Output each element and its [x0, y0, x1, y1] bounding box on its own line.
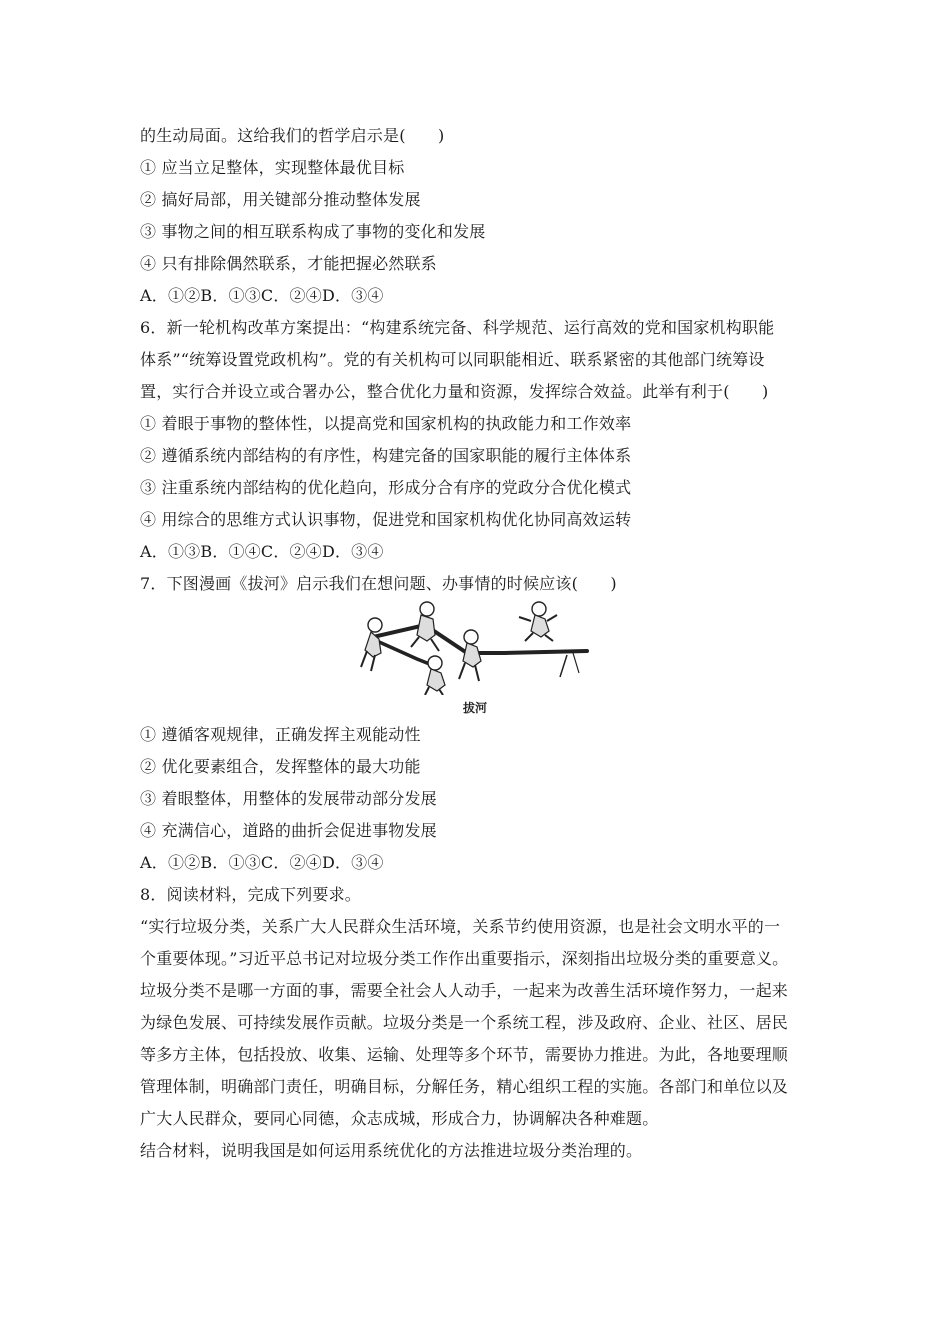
q8-material-line-6: 管理体制，明确部门责任，明确目标，分解任务，精心组织工程的实施。各部门和单位以及	[140, 1077, 789, 1096]
q5-choices: A．①②B．①③C．②④D．③④	[140, 286, 384, 305]
q6-stem-line-3: 置，实行合并设立或合署办公，整合优化力量和资源，发挥综合效益。此举有利于( )	[140, 382, 769, 401]
q5-option-2: ② 搞好局部，用关键部分推动整体发展	[140, 190, 421, 209]
tug-of-war-cartoon-icon	[355, 595, 595, 695]
q7-option-1: ① 遵循客观规律，正确发挥主观能动性	[140, 725, 421, 744]
q6-option-2: ② 遵循系统内部结构的有序性，构建完备的国家职能的履行主体体系	[140, 446, 632, 465]
q7-choices: A．①②B．①③C．②④D．③④	[140, 853, 384, 872]
q5-option-1: ① 应当立足整体，实现整体最优目标	[140, 158, 405, 177]
q6-option-3: ③ 注重系统内部结构的优化趋向，形成分合有序的党政分合优化模式	[140, 478, 632, 497]
q8-question: 结合材料，说明我国是如何运用系统优化的方法推进垃圾分类治理的。	[140, 1141, 643, 1160]
q8-material-line-2: 个重要体现。”习近平总书记对垃圾分类工作作出重要指示，深刻指出垃圾分类的重要意义。	[140, 949, 789, 968]
q8-material-line-7: 广大人民群众，要同心同德，众志成城，形成合力，协调解决各种难题。	[140, 1109, 659, 1128]
q7-stem: 7．下图漫画《拔河》启示我们在想问题、办事情的时候应该( )	[140, 574, 617, 593]
q5-option-4: ④ 只有排除偶然联系，才能把握必然联系	[140, 254, 437, 273]
q8-material-line-3: 垃圾分类不是哪一方面的事，需要全社会人人动手，一起来为改善生活环境作努力，一起来	[140, 981, 789, 1000]
q6-stem-line-2: 体系”“统筹设置党政机构”。党的有关机构可以同职能相近、联系紧密的其他部门统筹设	[140, 350, 765, 369]
q7-option-2: ② 优化要素组合，发挥整体的最大功能	[140, 757, 421, 776]
q7-option-3: ③ 着眼整体，用整体的发展带动部分发展	[140, 789, 437, 808]
q6-option-1: ① 着眼于事物的整体性，以提高党和国家机构的执政能力和工作效率	[140, 414, 632, 433]
q8-stem: 8．阅读材料，完成下列要求。	[140, 885, 361, 904]
q8-material-line-5: 等多方主体，包括投放、收集、运输、处理等多个环节，需要协力推进。为此，各地要理顺	[140, 1045, 789, 1064]
tug-of-war-figure	[355, 595, 595, 720]
q5-stem-end: 的生动局面。这给我们的哲学启示是( )	[140, 126, 445, 145]
q8-material-line-4: 为绿色发展、可持续发展作贡献。垃圾分类是一个系统工程，涉及政府、企业、社区、居民	[140, 1013, 789, 1032]
figure-caption: 拔河	[462, 701, 487, 715]
q5-option-3: ③ 事物之间的相互联系构成了事物的变化和发展	[140, 222, 486, 241]
q8-material-line-1: “实行垃圾分类，关系广大人民群众生活环境，关系节约使用资源，也是社会文明水平的一	[140, 917, 781, 936]
q6-choices: A．①③B．①④C．②④D．③④	[140, 542, 384, 561]
q6-stem-line-1: 6．新一轮机构改革方案提出：“构建系统完备、科学规范、运行高效的党和国家机构职能	[140, 318, 775, 337]
q6-option-4: ④ 用综合的思维方式认识事物，促进党和国家机构优化协同高效运转	[140, 510, 632, 529]
q7-option-4: ④ 充满信心，道路的曲折会促进事物发展	[140, 821, 437, 840]
